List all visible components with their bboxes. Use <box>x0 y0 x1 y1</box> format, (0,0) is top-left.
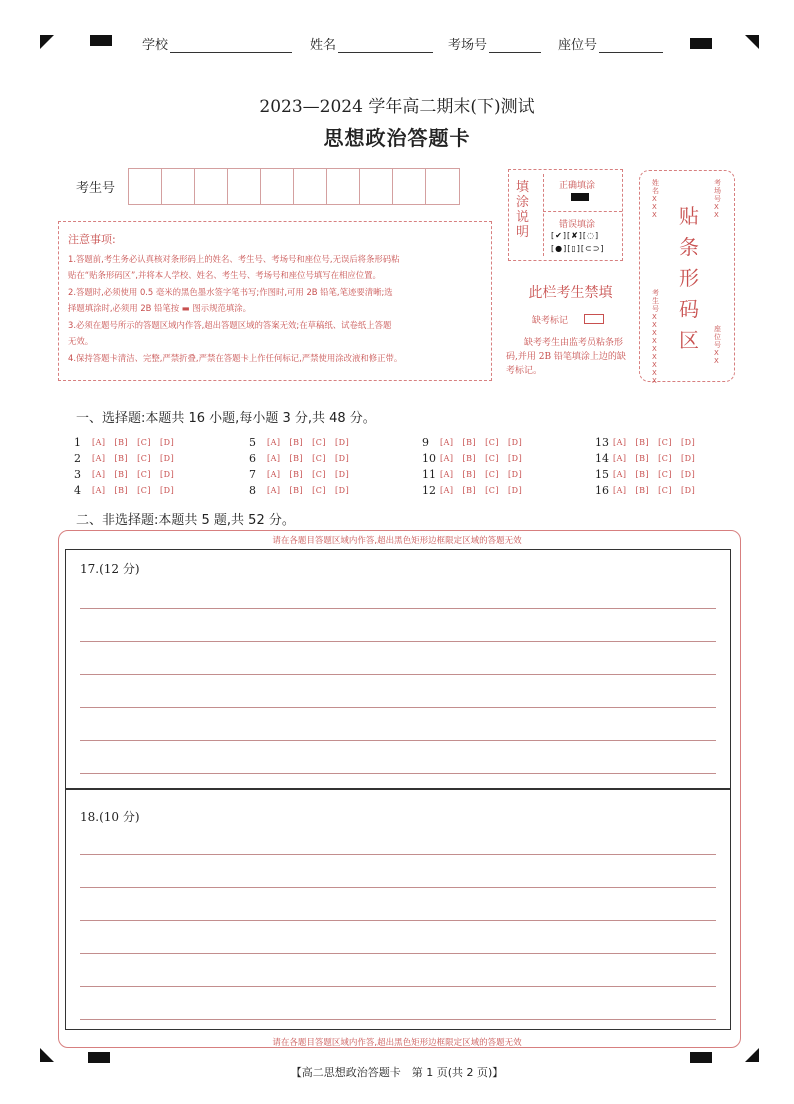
mcq-option-bubble[interactable]: [C] <box>658 454 673 463</box>
mcq-question-number: 5 <box>249 436 256 449</box>
mcq-question-row <box>595 452 704 465</box>
seat-label: 座位号 <box>558 38 598 53</box>
mcq-question-row <box>595 484 704 497</box>
notice-box <box>58 221 492 381</box>
wrong-fill-label: 错误填涂 <box>559 220 596 230</box>
mcq-option-bubble[interactable]: [C] <box>137 438 152 447</box>
mcq-option-bubble[interactable]: [D] <box>335 470 350 479</box>
mcq-option-bubble[interactable]: [A] <box>267 454 281 463</box>
mcq-option-bubble[interactable]: [A] <box>613 486 627 495</box>
mcq-option-bubble[interactable]: [C] <box>658 438 673 447</box>
mcq-option-bubble[interactable]: [A] <box>613 438 627 447</box>
name-field[interactable] <box>310 34 433 53</box>
mcq-option-bubble[interactable]: [B] <box>635 438 650 447</box>
mcq-option-bubble[interactable]: [A] <box>92 470 106 479</box>
mcq-question-number: 6 <box>249 452 256 465</box>
question-label: 17.(12 分) <box>80 562 140 576</box>
id-cell[interactable] <box>162 169 195 204</box>
absent-mark-label: 缺考标记 <box>532 316 569 326</box>
mcq-question-row <box>249 452 358 465</box>
school-label: 学校 <box>142 38 169 53</box>
mcq-option-bubble[interactable]: [C] <box>485 454 500 463</box>
barcode-seat-hint: 座位号XX <box>714 325 721 365</box>
notice-title: 注意事项: <box>68 233 116 246</box>
notice-line: 3.必须在题号所示的答题区域内作答,超出答题区域的答案无效;在草稿纸、试卷纸上答题 <box>68 319 392 330</box>
mcq-option-bubble[interactable]: [D] <box>160 454 175 463</box>
mcq-option-bubble[interactable]: [B] <box>289 486 304 495</box>
mcq-question-row <box>249 484 358 497</box>
room-field[interactable] <box>448 34 541 53</box>
mcq-question-row <box>422 452 531 465</box>
mcq-option-bubble[interactable]: [D] <box>335 454 350 463</box>
mcq-option-bubble[interactable]: [C] <box>312 438 327 447</box>
mcq-option-bubble[interactable]: [D] <box>335 438 350 447</box>
mcq-option-bubble[interactable]: [B] <box>114 486 129 495</box>
school-field[interactable] <box>142 34 292 53</box>
mcq-option-bubble[interactable]: [A] <box>440 486 454 495</box>
corner-mark-bottom-left <box>40 1048 54 1062</box>
absent-note: 缺考考生由监考员粘条形码,并用 2B 铅笔填涂上边的缺考标记。 <box>506 338 626 376</box>
id-cell[interactable] <box>426 169 459 204</box>
mcq-option-bubble[interactable]: [A] <box>440 470 454 479</box>
mcq-question-row <box>422 436 531 449</box>
mcq-option-bubble[interactable]: [D] <box>160 486 175 495</box>
mcq-question-row <box>74 436 183 449</box>
mcq-question-number: 2 <box>74 452 81 465</box>
mcq-option-bubble[interactable]: [C] <box>485 438 500 447</box>
fill-guide-label: 填涂说明 <box>516 180 530 240</box>
corner-mark-top-left <box>40 35 54 49</box>
mcq-option-bubble[interactable]: [C] <box>312 470 327 479</box>
mcq-option-bubble[interactable]: [D] <box>681 486 696 495</box>
mcq-option-bubble[interactable]: [B] <box>635 454 650 463</box>
barcode-area <box>639 170 735 385</box>
barcode-area-label: 贴条形码区 <box>679 204 699 352</box>
mcq-option-bubble[interactable]: [A] <box>92 438 106 447</box>
mcq-question-number: 10 <box>422 452 436 465</box>
mcq-question-number: 8 <box>249 484 256 497</box>
mcq-question-row <box>595 468 704 481</box>
mcq-option-bubble[interactable]: [B] <box>114 438 129 447</box>
id-cell[interactable] <box>129 169 162 204</box>
mcq-question-number: 14 <box>595 452 609 465</box>
mcq-question-number: 1 <box>74 436 81 449</box>
mcq-question-row <box>595 436 704 449</box>
section1-title: 一、选择题:本题共 16 小题,每小题 3 分,共 48 分。 <box>76 411 376 426</box>
corner-mark-top-right <box>745 35 759 49</box>
forbidden-title: 此栏考生禁填 <box>528 285 613 301</box>
mcq-option-bubble[interactable]: [B] <box>114 454 129 463</box>
id-cell[interactable] <box>360 169 393 204</box>
question-label: 18.(10 分) <box>80 810 140 824</box>
mcq-option-bubble[interactable]: [C] <box>658 486 673 495</box>
corner-mark-bottom-right <box>745 1048 759 1062</box>
mcq-option-bubble[interactable]: [B] <box>635 486 650 495</box>
mcq-option-bubble[interactable]: [B] <box>289 454 304 463</box>
mcq-question-row <box>422 484 531 497</box>
mcq-option-bubble[interactable]: [B] <box>289 470 304 479</box>
fill-guide-box <box>508 169 623 261</box>
mcq-option-bubble[interactable]: [D] <box>681 470 696 479</box>
mcq-question-number: 7 <box>249 468 256 481</box>
mcq-question-row <box>422 468 531 481</box>
mcq-question-number: 11 <box>422 468 436 481</box>
mcq-option-bubble[interactable]: [D] <box>508 486 523 495</box>
id-cell[interactable] <box>228 169 261 204</box>
wrong-fill-examples: [✔][✘][◌] <box>551 231 600 240</box>
name-label: 姓名 <box>310 38 337 53</box>
mcq-option-bubble[interactable]: [B] <box>462 486 477 495</box>
mcq-option-bubble[interactable]: [C] <box>312 486 327 495</box>
timing-mark <box>690 1052 712 1063</box>
mcq-option-bubble[interactable]: [D] <box>681 438 696 447</box>
id-cell[interactable] <box>294 169 327 204</box>
mcq-option-bubble[interactable]: [A] <box>267 470 281 479</box>
answer-box-q17[interactable] <box>65 549 731 789</box>
id-cell[interactable] <box>327 169 360 204</box>
mcq-option-bubble[interactable]: [A] <box>613 454 627 463</box>
mcq-option-bubble[interactable]: [D] <box>681 454 696 463</box>
notice-line: 4.保持答题卡清洁、完整,严禁折叠,严禁在答题卡上作任何标记,严禁使用涂改液和修正带。 <box>68 352 403 363</box>
mcq-question-row <box>74 452 183 465</box>
mcq-option-bubble[interactable]: [D] <box>335 486 350 495</box>
mcq-question-row <box>74 468 183 481</box>
notice-line: 2.答题时,必须使用 0.5 毫米的黑色墨水签字笔书写;作图时,可用 2B 铅笔,笔迹要清晰;选 <box>68 286 393 297</box>
notice-line: 1.答题前,考生务必认真核对条形码上的姓名、考生号、考场号和座位号,无误后将条形码粘 <box>68 253 400 264</box>
mcq-question-number: 16 <box>595 484 609 497</box>
mcq-option-bubble[interactable]: [B] <box>635 470 650 479</box>
mcq-option-bubble[interactable]: [C] <box>658 470 673 479</box>
mcq-option-bubble[interactable]: [A] <box>267 486 281 495</box>
seat-field[interactable] <box>558 34 663 53</box>
mcq-question-row <box>74 484 183 497</box>
mcq-option-bubble[interactable]: [C] <box>485 470 500 479</box>
mcq-question-row <box>249 436 358 449</box>
mcq-question-number: 9 <box>422 436 429 449</box>
mcq-option-bubble[interactable]: [D] <box>160 470 175 479</box>
mcq-question-number: 13 <box>595 436 609 449</box>
barcode-room-hint: 考场号XX <box>714 179 721 219</box>
room-label: 考场号 <box>448 38 488 53</box>
answer-area-warning-bottom: 请在各题目答题区域内作答,超出黑色矩形边框限定区域的答题无效 <box>272 1038 522 1048</box>
mcq-question-number: 15 <box>595 468 609 481</box>
mcq-option-bubble[interactable]: [C] <box>137 454 152 463</box>
notice-line: 无效。 <box>68 336 94 346</box>
page-footer: 【高二思想政治答题卡 第 1 页(共 2 页)】 <box>290 1066 504 1079</box>
mcq-option-bubble[interactable]: [A] <box>267 438 281 447</box>
mcq-option-bubble[interactable]: [B] <box>462 438 477 447</box>
timing-mark <box>90 35 112 46</box>
mcq-question-number: 3 <box>74 468 81 481</box>
mcq-option-bubble[interactable]: [A] <box>92 486 106 495</box>
mcq-question-number: 12 <box>422 484 436 497</box>
answer-box-q18[interactable] <box>65 789 731 1030</box>
mcq-option-bubble[interactable]: [A] <box>440 454 454 463</box>
mcq-option-bubble[interactable]: [C] <box>485 486 500 495</box>
correct-fill-icon <box>571 193 589 201</box>
wrong-fill-examples: [●][▯][⊂⊃] <box>551 244 605 253</box>
id-cell[interactable] <box>261 169 294 204</box>
mcq-question-row <box>249 468 358 481</box>
mcq-option-bubble[interactable]: [A] <box>440 438 454 447</box>
notice-line: 择题填涂时,必须用 2B 铅笔按 ▬ 图示规范填涂。 <box>68 303 252 313</box>
mcq-option-bubble[interactable]: [A] <box>92 454 106 463</box>
mcq-option-bubble[interactable]: [C] <box>312 454 327 463</box>
mcq-option-bubble[interactable]: [D] <box>508 454 523 463</box>
mcq-option-bubble[interactable]: [B] <box>114 470 129 479</box>
timing-mark <box>88 1052 110 1063</box>
sheet-title: 思想政治答题卡 <box>323 126 471 150</box>
mcq-option-bubble[interactable]: [B] <box>462 454 477 463</box>
correct-fill-label: 正确填涂 <box>559 181 596 191</box>
absent-mark-box[interactable] <box>584 314 604 324</box>
mcq-question-number: 4 <box>74 484 81 497</box>
mcq-option-bubble[interactable]: [B] <box>289 438 304 447</box>
barcode-name-hint: 姓名XXX <box>652 179 659 219</box>
mcq-option-bubble[interactable]: [C] <box>137 486 152 495</box>
student-id-label: 考生号 <box>76 181 116 196</box>
id-cell[interactable] <box>195 169 228 204</box>
notice-line: 贴在“贴条形码区”,并将本人学校、姓名、考生号、考场号和座位号填写在相应位置。 <box>68 270 381 280</box>
exam-title: 2023—2024 学年高二期末(下)测试 <box>259 97 535 117</box>
answer-area-warning-top: 请在各题目答题区域内作答,超出黑色矩形边框限定区域的答题无效 <box>272 536 522 546</box>
timing-mark <box>690 38 712 49</box>
student-id-grid[interactable] <box>128 168 460 205</box>
mcq-option-bubble[interactable]: [B] <box>462 470 477 479</box>
mcq-option-bubble[interactable]: [A] <box>613 470 627 479</box>
mcq-option-bubble[interactable]: [D] <box>160 438 175 447</box>
mcq-option-bubble[interactable]: [C] <box>137 470 152 479</box>
id-cell[interactable] <box>393 169 426 204</box>
section2-title: 二、非选择题:本题共 5 题,共 52 分。 <box>76 513 295 528</box>
mcq-option-bubble[interactable]: [D] <box>508 470 523 479</box>
barcode-id-hint: 考生号XXXXXXXXX <box>652 289 659 385</box>
mcq-option-bubble[interactable]: [D] <box>508 438 523 447</box>
